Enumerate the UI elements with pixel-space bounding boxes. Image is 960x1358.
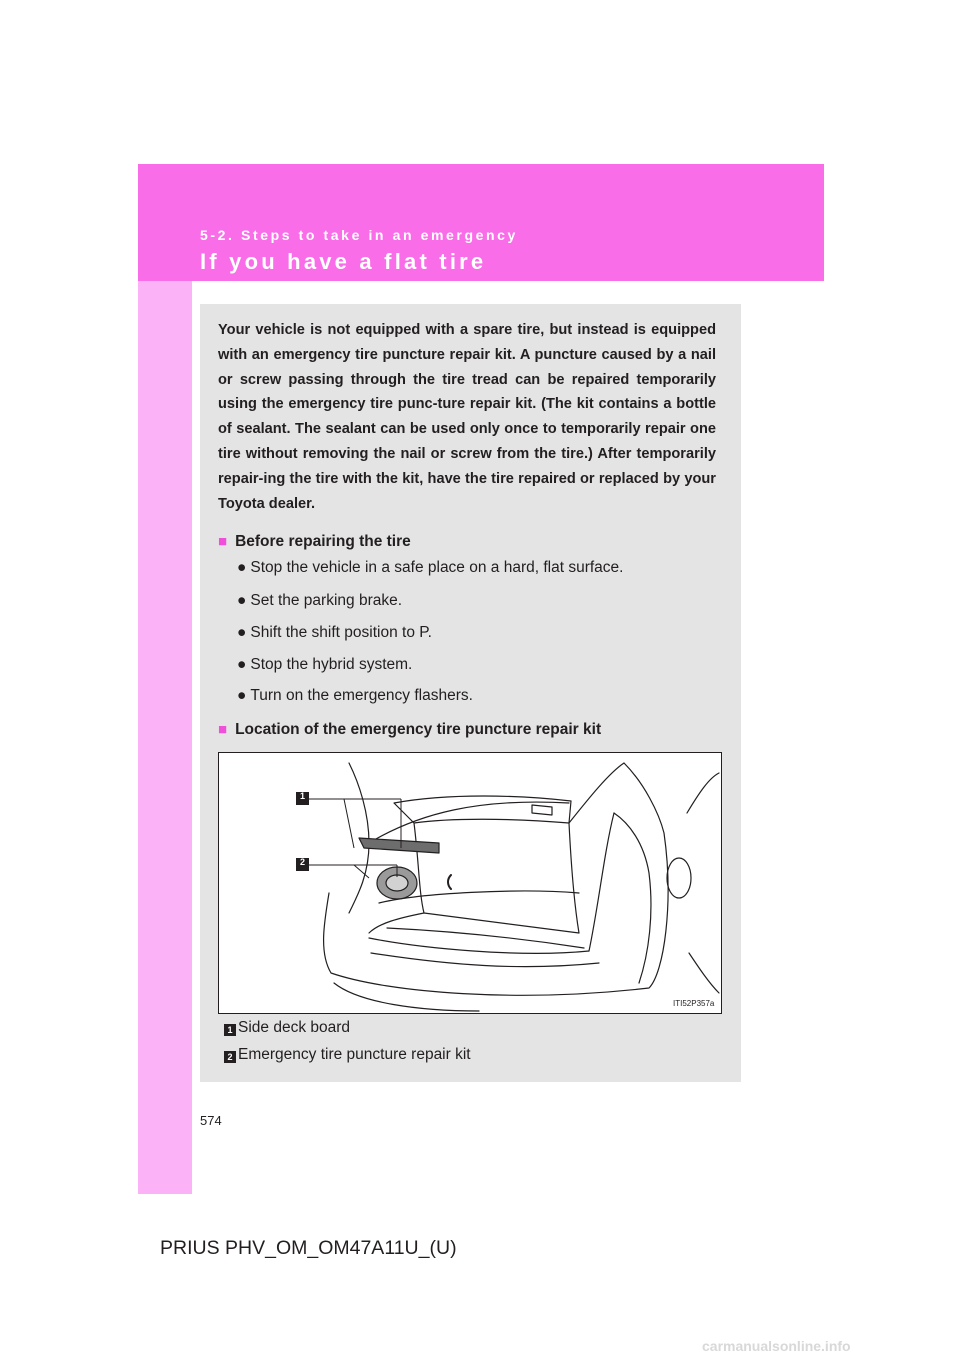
square-marker-icon: ■ (218, 533, 228, 550)
list-item: ● Set the parking brake. (237, 592, 403, 609)
bullet-icon: ● (237, 687, 247, 704)
callout-number-icon: 2 (224, 1051, 236, 1063)
list-item: ● Stop the vehicle in a safe place on a hard, flat surface. (237, 559, 624, 576)
page-number: 574 (200, 1113, 222, 1128)
trunk-illustration (218, 752, 722, 1014)
list-item: ● Shift the shift position to P. (237, 624, 432, 641)
side-strip (138, 164, 192, 1194)
figure-code: ITI52P357a (673, 999, 715, 1008)
section-label: 5-2. Steps to take in an emergency (200, 227, 518, 243)
bullet-icon: ● (237, 559, 247, 576)
list-item: ● Turn on the emergency flashers. (237, 687, 473, 704)
callout-number-icon: 1 (224, 1024, 236, 1036)
bullet-icon: ● (237, 592, 247, 609)
bullet-icon: ● (237, 624, 247, 641)
page-title: If you have a flat tire (200, 249, 487, 274)
before-repair-heading: ■ Before repairing the tire (218, 533, 411, 550)
square-marker-icon: ■ (218, 721, 228, 738)
location-heading: ■ Location of the emergency tire puncture repair kit (218, 721, 602, 738)
intro-paragraph: Your vehicle is not equipped with a spare tire, but instead is equipped with an emergency tire puncture repair kit. A puncture caused by a nail or screw passing through the tire tread can be repaired temporarily using the emergency tire punc-ture repair kit. (The kit contains a bottle of sealant. The sealant can be used only once to temporarily repair one tire without removing the nail or screw from the tire.) After temporarily repair-ing the tire with the kit, have the tire repaired or replaced by your Toyota dealer. (218, 322, 716, 512)
bullet-icon: ● (237, 656, 247, 673)
document-footer: PRIUS PHV_OM_OM47A11U_(U) (160, 1237, 457, 1259)
car-trunk-drawing (219, 753, 721, 1013)
legend-item-2: 2 Emergency tire puncture repair kit (224, 1046, 471, 1064)
watermark: carmanualsonline.info (702, 1338, 851, 1354)
callout-1-number: 1 (300, 791, 306, 801)
callout-2-number: 2 (300, 857, 306, 867)
legend-item-1: 1 Side deck board (224, 1019, 350, 1037)
list-item: ● Stop the hybrid system. (237, 656, 413, 673)
